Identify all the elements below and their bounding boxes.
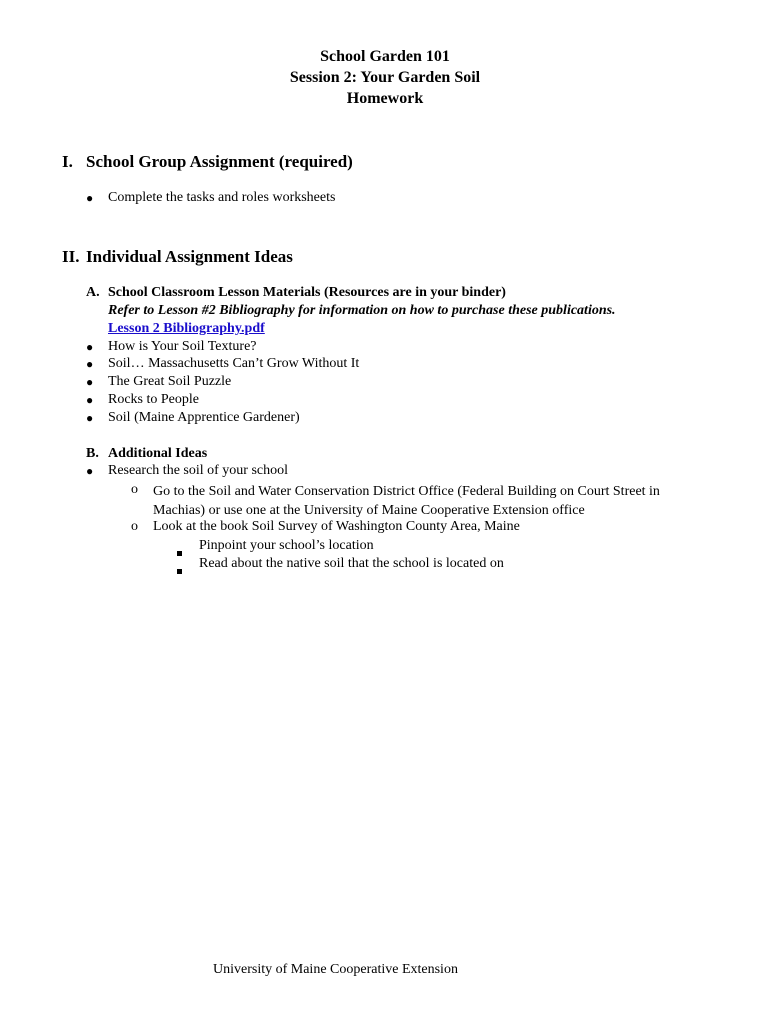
list-item: The Great Soil Puzzle <box>108 374 232 389</box>
list-item: Rocks to People <box>108 392 199 407</box>
list-item: Soil… Massachusetts Can’t Grow Without It <box>108 356 360 371</box>
bullet-icon: ● <box>86 464 94 478</box>
bullet-icon: ● <box>86 375 94 389</box>
bullet-icon: ● <box>86 411 94 425</box>
bullet-icon: ● <box>86 393 94 407</box>
section-2-title: Individual Assignment Ideas <box>86 247 293 266</box>
part-a-title: School Classroom Lesson Materials (Resources are in your binder) <box>108 285 506 300</box>
section-1-title: School Group Assignment (required) <box>86 152 353 171</box>
list-item: Research the soil of your school <box>108 463 289 478</box>
list-item: Complete the tasks and roles worksheets <box>108 190 336 205</box>
sub-bullet-marker: o <box>131 482 138 497</box>
list-item: Pinpoint your school’s location <box>199 538 374 553</box>
part-b-title: Additional Ideas <box>108 446 208 461</box>
bullet-icon: ● <box>86 357 94 371</box>
section-1-numeral: I. <box>62 152 73 171</box>
page-footer: University of Maine Cooperative Extension <box>213 962 458 977</box>
list-item: Read about the native soil that the school is located on <box>199 556 504 571</box>
section-2-numeral: II. <box>62 247 80 266</box>
list-item: How is Your Soil Texture? <box>108 339 257 354</box>
square-bullet-icon <box>177 561 182 579</box>
list-item: Go to the Soil and Water Conservation District Office (Federal Building on Court Street in Machias) or use one at the University of Maine Cooperative Extension office <box>153 484 660 518</box>
part-a-note: Refer to Lesson #2 Bibliography for information on how to purchase these publications. <box>108 303 616 318</box>
sub-bullet-marker: o <box>131 519 138 534</box>
doc-heading-homework: Homework <box>346 90 424 107</box>
list-item: Look at the book Soil Survey of Washington County Area, Maine <box>153 519 520 534</box>
part-a-letter: A. <box>86 285 100 300</box>
part-b-letter: B. <box>86 446 99 461</box>
list-item: Soil (Maine Apprentice Gardener) <box>108 410 300 425</box>
square-bullet-icon <box>177 543 182 561</box>
doc-subtitle: Session 2: Your Garden Soil <box>289 69 481 86</box>
doc-title: School Garden 101 <box>320 48 450 65</box>
bullet-icon: ● <box>86 340 94 354</box>
bullet-icon: ● <box>86 191 94 205</box>
bibliography-link[interactable]: Lesson 2 Bibliography.pdf <box>108 321 265 336</box>
